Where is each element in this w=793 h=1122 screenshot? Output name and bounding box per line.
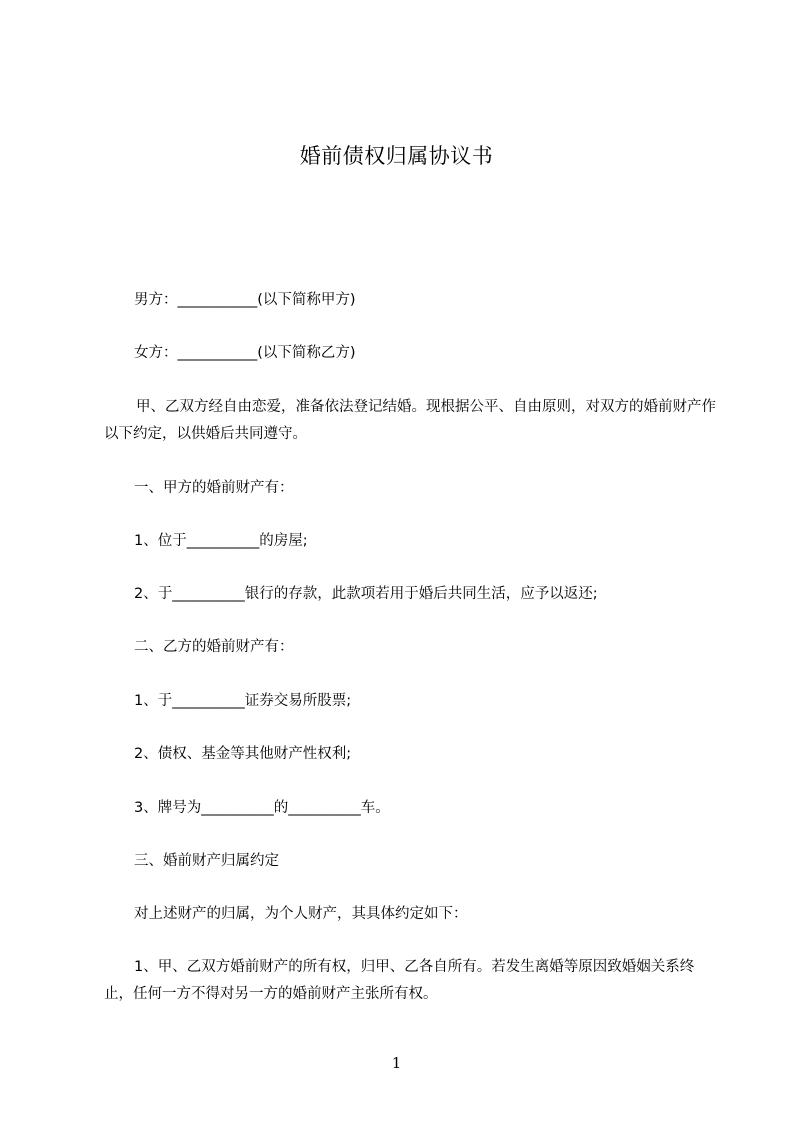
section-heading-party-a-assets: 一、甲方的婚前财产有： [134, 480, 294, 496]
ownership-clause-1: 1、甲、乙双方婚前财产的所有权，归甲、乙各自所有。若发生离婚等原因致婚姻关系终止，任何一方不得对另一方的婚前财产主张所有权。 [104, 959, 695, 1002]
party-b-asset-stocks: 1、于__________证券交易所股票; [134, 693, 352, 709]
section-heading-party-b-assets: 二、乙方的婚前财产有： [134, 639, 294, 655]
page-number: 1 [391, 1054, 402, 1072]
party-b-asset-rights: 2、债权、基金等其他财产性权利; [134, 746, 352, 762]
document-title: 婚前债权归属协议书 [299, 144, 494, 168]
section-heading-ownership: 三、婚前财产归属约定 [134, 853, 279, 869]
preamble-paragraph: 甲、乙双方经自由恋爱，准备依法登记结婚。现根据公平、自由原则，对双方的婚前财产作以下约定，以供婚后共同遵守。 [104, 399, 716, 442]
ownership-intro: 对上述财产的归属，为个人财产，其具体约定如下： [134, 906, 468, 922]
party-a-asset-house: 1、位于__________的房屋; [134, 533, 308, 549]
party-b-asset-vehicle: 3、牌号为__________的__________车。 [134, 800, 390, 816]
party-b-line: 女方：___________(以下简称乙方) [134, 345, 356, 361]
party-a-asset-deposit: 2、于__________银行的存款，此款项若用于婚后共同生活，应予以返还; [134, 586, 598, 602]
party-a-line: 男方：___________(以下简称甲方) [134, 292, 356, 308]
